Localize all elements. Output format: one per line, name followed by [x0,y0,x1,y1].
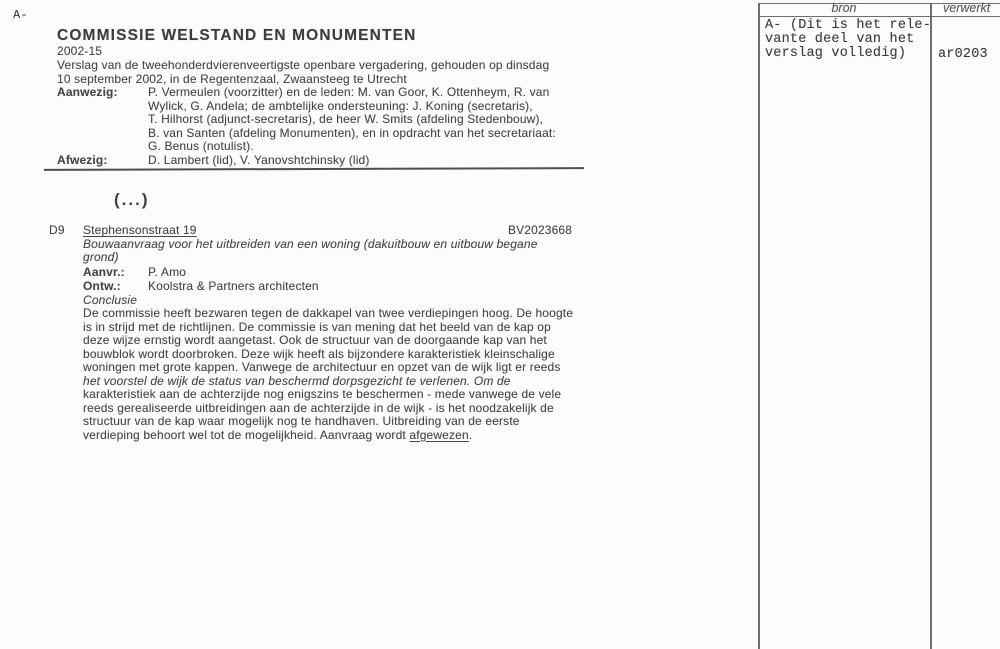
case-request-line: Bouwaanvraag voor het uitbreiden van een woning (dakuitbouw en uitbouw begane [83,236,538,251]
aanwezig-line: T. Hilhorst (adjunct-secretaris), de heer W. Smits (afdeling Stedenbouw), [148,112,544,126]
margin-note-line: vante deel van het [765,31,915,47]
conclusion-final-prefix: verdieping behoort wel tot de mogelijkheid. Aanvraag wordt [83,427,410,442]
margin-note-line: verslag volledig) [765,45,907,61]
page-title: COMMISSIE WELSTAND EN MONUMENTEN [57,27,417,44]
case-dossier-number: BV2023668 [508,223,573,237]
case-address: Stephensonstraat 19 [83,223,197,237]
ontw-label: Ontw.: [83,279,121,293]
aanwezig-line: P. Vermeulen (voorzitter) en de leden: M. van Goor, K. Ottenheym, R. van [148,85,550,99]
conclusion-line: deze wijze ernstig wordt aangetast. Ook de structuur van de doorgaande kap van het [83,333,547,347]
case-request-line: grond) [83,250,119,264]
conclusion-final-line [83,429,472,443]
margin-table-header-underline [758,16,1000,18]
verwerkt-column-header: verwerkt [943,1,991,15]
conclusion-line: het voorstel de wijk de status van beschermd dorpsgezicht te verlenen. Om de [83,373,511,388]
afwezig-label: Afwezig: [57,153,108,167]
omission-mark: (...) [114,190,150,209]
conclusion-line: reeds gerealiseerde uitbreidingen aan de achterzijde in de wijk - is het noodzakelijk de [83,400,554,415]
aanvr-value: P. Amo [148,265,187,279]
conclusion-line: De commissie heeft bezwaren tegen de dakkapel van twee verdiepingen hoog. De hoogte [83,306,574,320]
ontw-value: Koolstra & Partners architecten [148,279,319,293]
section-divider-line [44,167,584,171]
aanwezig-label: Aanwezig: [57,85,118,99]
conclusion-line: structuur van de kap waar mogelijk nog te handhaven. Uitbreiding van de eerste [83,414,520,428]
aanwezig-line: B. van Santen (afdeling Monumenten), en in opdracht van het secretariaat: [148,125,556,140]
aanvr-label: Aanvr.: [83,265,125,279]
conclusion-line: woningen met grote kappen. Vanwege de architectuur en opzet van de wijk ligt er reeds [83,360,561,374]
conclusion-line: karakteristiek aan de achterzijde nog enigszins te beschermen - mede vanwege de vele [83,387,562,401]
margin-note-line: A- (Dit is het rele- [765,18,932,33]
corner-mark: A- [13,8,28,22]
verwerkt-value: ar0203 [938,47,988,62]
conclusion-line: bouwblok wordt doorbroken. Deze wijk heeft als bijzondere karakteristiek kleinschalige [83,346,555,361]
conclusion-line: is in strijd met de richtlijnen. De commissie is van mening dat het beeld van de kap op [83,319,551,334]
aanwezig-line: G. Benus (notulist). [148,139,254,153]
conclusion-decision: afgewezen [409,427,469,442]
aanwezig-line: Wylick, G. Andela; de ambtelijke ondersteuning: J. Koning (secretaris), [148,98,533,113]
intro-line: 10 september 2002, in de Regentenzaal, Zwaansteeg te Utrecht [57,71,407,86]
bron-column-header: bron [831,1,857,15]
case-item-code: D9 [49,223,65,237]
margin-table-divider-line [930,3,932,649]
conclusion-heading: Conclusie [83,292,138,307]
margin-table-left-line [758,3,760,649]
intro-line: Verslag van de tweehonderdvierenveertigste openbare vergadering, gehouden op dinsdag [57,58,550,72]
conclusion-final-suffix: . [468,427,473,442]
afwezig-value: D. Lambert (lid), V. Yanovshtchinsky (lid) [148,153,370,167]
doc-number: 2002-15 [57,44,103,58]
